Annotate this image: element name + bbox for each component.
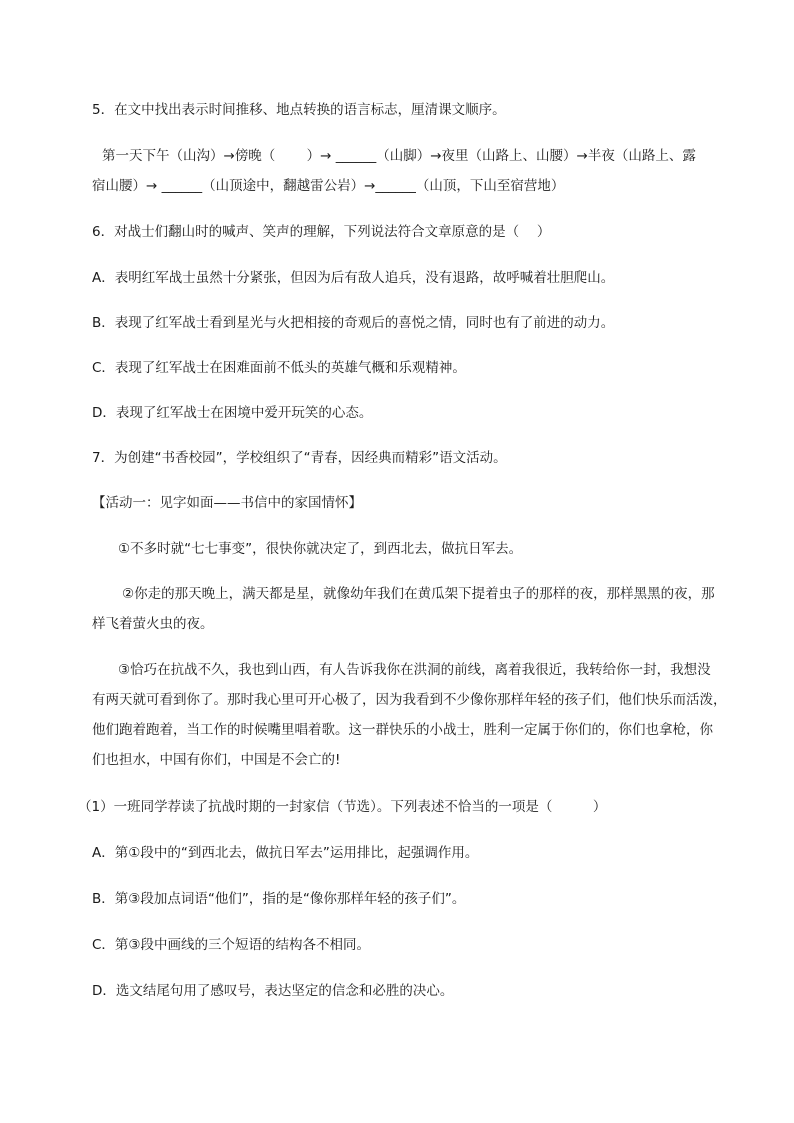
question-7-sub-1-option-d: D．选文结尾句用了感叹号，表达坚定的信念和必胜的决心。 <box>92 983 454 999</box>
question-6-option-b: B．表现了红军战士看到星光与火把相接的奇观后的喜悦之情，同时也有了前进的动力。 <box>92 315 615 331</box>
letter-paragraph-3-line-2: 有两天就可看到你了。那时我心里可开心极了，因为我看到不少像你那样年轻的孩子们，他们快乐而活泼， <box>92 692 727 708</box>
letter-paragraph-2-line-2: 样飞着萤火虫的夜。 <box>92 616 214 632</box>
letter-paragraph-2-line-1: ②你走的那天晚上，满天都是星，就像幼年我们在黄瓜架下提着虫子的那样的夜，那样黑黑的夜，那 <box>122 586 715 602</box>
letter-paragraph-1: ①不多时就“七七事变”，很快你就决定了，到西北去，做抗日军去。 <box>118 541 523 557</box>
question-7-stem: 7．为创建“书香校园”，学校组织了“青春，因经典而精彩”语文活动。 <box>92 450 507 466</box>
question-6-option-d: D．表现了红军战士在困境中爱开玩笑的心态。 <box>92 405 373 421</box>
question-7-sub-1-option-a: A．第①段中的“到西北去，做抗日军去”运用排比，起强调作用。 <box>92 845 479 861</box>
question-7-sub-1-option-b: B．第③段加点词语“他们”，指的是“像你那样年轻的孩子们”。 <box>92 891 466 907</box>
question-7-sub-1-option-c: C．第③段中画线的三个短语的结构各不相同。 <box>92 937 371 953</box>
activity-title: 【活动一：见字如面——书信中的家国情怀】 <box>92 495 362 511</box>
question-6-option-a: A．表明红军战士虽然十分紧张，但因为后有敌人追兵，没有退路，故呼喊着壮胆爬山。 <box>92 270 615 286</box>
question-6-stem: 6．对战士们翻山时的喊声、笑声的理解，下列说法符合文章原意的是（ ） <box>92 224 551 240</box>
letter-paragraph-3-line-3: 他们跑着跑着，当工作的时候嘴里唱着歌。这一群快乐的小战士，胜利一定属于你们的，你们也拿枪，你 <box>92 722 713 738</box>
question-6-option-c: C．表现了红军战士在困难面前不低头的英雄气概和乐观精神。 <box>92 360 466 376</box>
letter-paragraph-3-line-1: ③恰巧在抗战不久，我也到山西，有人告诉我你在洪洞的前线，离着我很近，我转给你一封，我想没 <box>118 662 711 678</box>
letter-paragraph-3-line-4: 们也担水，中国有你们，中国是不会亡的! <box>92 752 341 768</box>
question-5-sequence-line-2: 宿山腰）→ ______（山顶途中，翻越雷公岩）→______（山顶，下山至宿营地） <box>92 178 565 194</box>
question-5-stem: 5．在文中找出表示时间推移、地点转换的语言标志，厘清课文顺序。 <box>92 102 506 118</box>
question-5-sequence-line-1: 第一天下午（山沟）→傍晚（ ）→ ______（山脚）→夜里（山路上、山腰）→半夜（山路上、露 <box>102 148 696 164</box>
question-7-sub-1-stem: （1）一班同学荐读了抗战时期的一封家信（节选）。下列表述不恰当的一项是（ ） <box>78 799 607 815</box>
